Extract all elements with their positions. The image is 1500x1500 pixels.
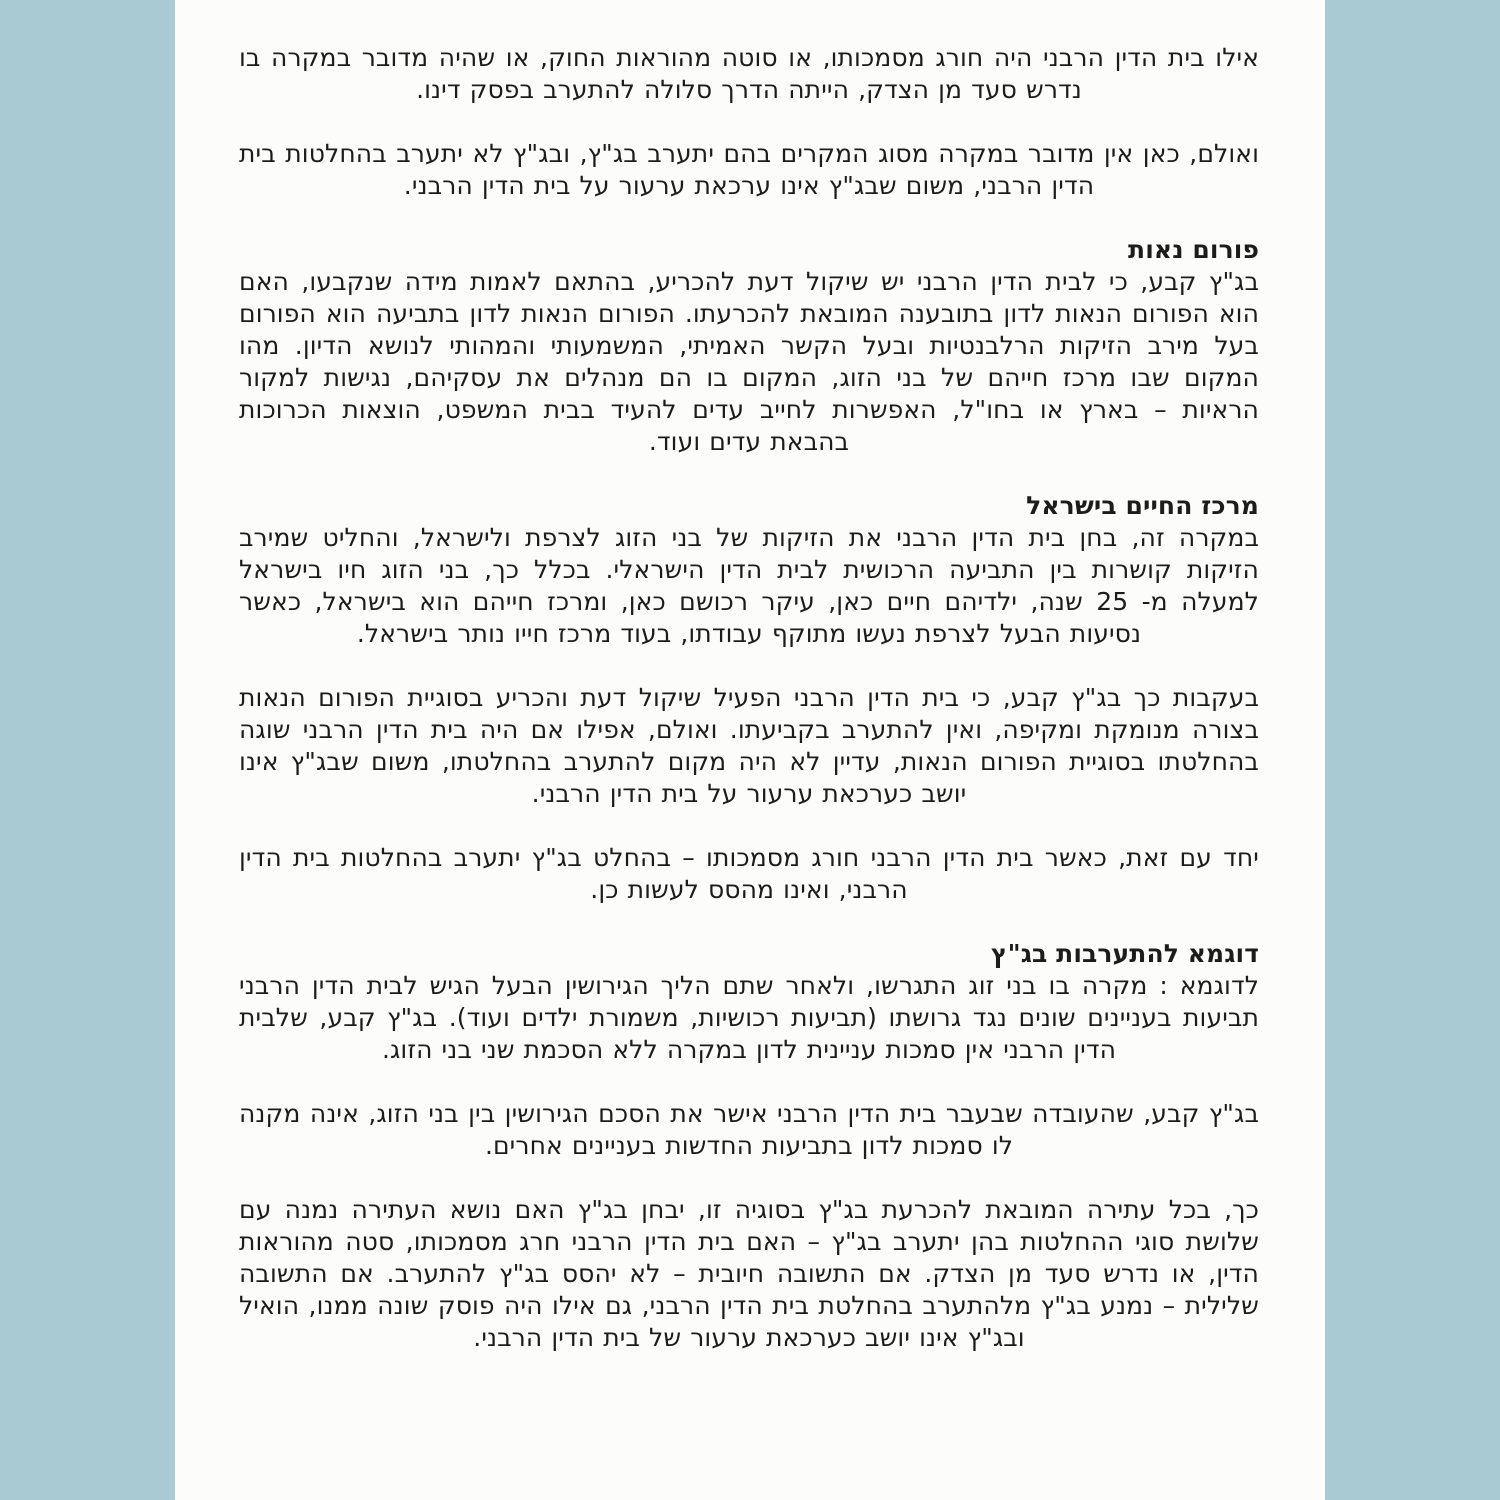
paragraph-past-approval-no-authority: בג"ץ קבע, שהעובדה שבעבר בית הדין הרבני אישר את הסכם הגירושין בין בני הזוג, אינה מקנה לו סמכות לדון בתביעות החדשות בעניינים אחרים. <box>239 1099 1259 1160</box>
document-page <box>175 0 1325 1500</box>
section-heading-proper-forum: פורום נאות <box>1128 235 1259 264</box>
paragraph-no-intervention: ואולם, כאן אין מדובר במקרה מסוג המקרים בהם יתערב בג"ץ, ובג"ץ לא יתערב בהחלטות בית הדין הרבני, משום שבג"ץ אינו ערכאת ערעור על בית הדין הרבני. <box>239 139 1259 200</box>
paragraph-center-of-life-body: במקרה זה, בחן בית הדין הרבני את הזיקות של בני הזוג לצרפת ולישראל, והחליט שמירב הזיקות קושרות בין התביעה הרכושית לבית הדין הישראלי. בכלל כך, בני הזוג חיו בישראל למעלה מ- 25 שנה, ילדיהם חיים כאן, עיקר רכושם כאן, ומרכז חייהם הוא בישראל, כאשר נסיעות הבעל לצרפת נעשו מתוקף עבודתו, בעוד מרכז חייו נותר בישראל. <box>239 523 1259 648</box>
paragraph-summary-three-decision-types: כך, בכל עתירה המובאת להכרעת בג"ץ בסוגיה זו, יבחן בג"ץ האם נושא העתירה נמנה עם שלושת סוגי ההחלטות בהן יתערב בג"ץ – האם בית הדין הרבני חרג מסמכותו, סטה מהוראות הדין, או נדרש סעד מן הצדק. אם התשובה חיובית – לא יהסס בג"ץ להתערב. אם התשובה שלילית – נמנע בג"ץ מלהתערב בהחלטת בית הדין הרבני, גם אילו היה פוסק שונה ממנו, הואיל ובג"ץ אינו יושב כערכאת ערעור של בית הדין הרבני. <box>239 1195 1259 1352</box>
section-heading-intervention-example: דוגמא להתערבות בג"ץ <box>990 939 1259 968</box>
section-heading-center-of-life: מרכז החיים בישראל <box>1026 491 1259 520</box>
paragraph-proper-forum-body: בג"ץ קבע, כי לבית הדין הרבני יש שיקול דעת להכריע, בהתאם לאמות מידה שנקבעו, האם הוא הפורום הנאות לדון בתובענה המובאת להכרעתו. הפורום הנאות לדון בתביעה הוא הפורום בעל מירב הזיקות הרלבנטיות ובעל הקשר האמיתי, המשמעותי והמהותי לנושא הדיון. מהו המקום שבו מרכז חייהם של בני הזוג, המקום בו הם מנהלים את עסקיהם, נגישות למקור הראיות – בארץ או בחו"ל, האפשרות לחייב עדים להעיד בבית המשפט, הוצאות הכרוכות בהבאת עדים ועוד. <box>239 267 1259 456</box>
paragraph-bagatz-ruling-discretion: בעקבות כך בג"ץ קבע, כי בית הדין הרבני הפעיל שיקול דעת והכריע בסוגיית הפורום הנאות בצורה מנומקת ומקיפה, ואין להתערב בקביעתו. ואולם, אפילו אם היה בית הדין הרבני שוגה בהחלטתו בסוגיית הפורום הנאות, עדיין לא היה מקום להתערב בהחלטתו, משום שבג"ץ אינו יושב כערכאת ערעור על בית הדין הרבני. <box>239 683 1259 808</box>
paragraph-exceeding-authority: יחד עם זאת, כאשר בית הדין הרבני חורג מסמכותו – בהחלט בג"ץ יתערב בהחלטות בית הדין הרבני, ואינו מהסס לעשות כן. <box>239 843 1259 904</box>
paragraph-intervention-conditions: אילו בית הדין הרבני היה חורג מסמכותו, או סוטה מהוראות החוק, או שהיה מדובר במקרה בו נדרש סעד מן הצדק, הייתה הדרך סלולה להתערב בפסק דינו. <box>239 43 1259 104</box>
paragraph-example-divorce-case: לדוגמא : מקרה בו בני זוג התגרשו, ולאחר שתם הליך הגירושין הבעל הגיש לבית הדין הרבני תביעות בעניינים שונים נגד גרושתו (תביעות רכושיות, משמורת ילדים ועוד). בג"ץ קבע, שלבית הדין הרבני אין סמכות עניינית לדון במקרה ללא הסכמת שני בני הזוג. <box>239 971 1259 1064</box>
